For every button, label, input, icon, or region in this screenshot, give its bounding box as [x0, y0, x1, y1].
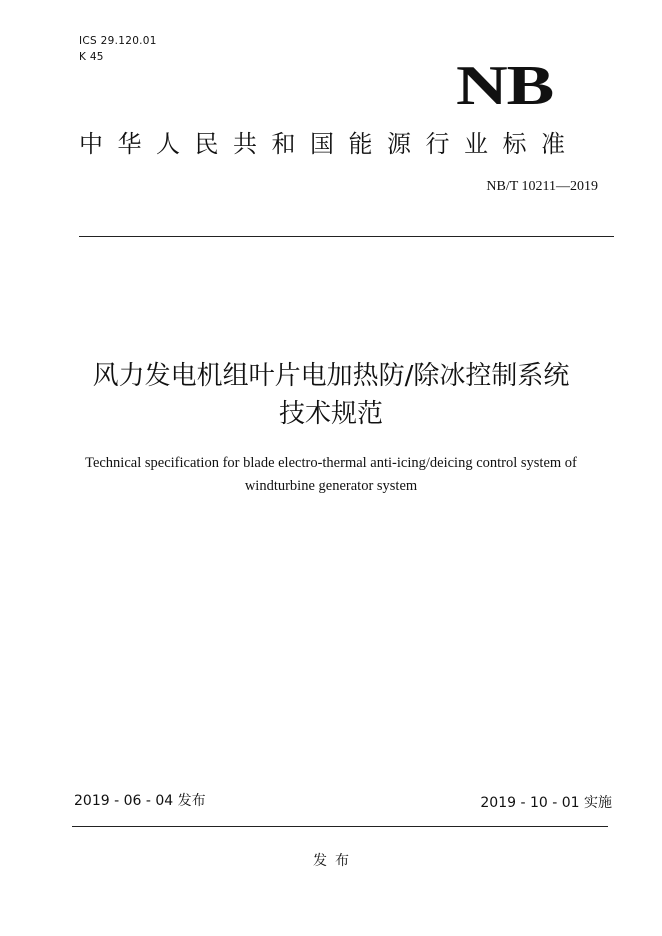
- ics-code: ICS 29.120.01: [79, 35, 157, 47]
- classification-codes: [79, 33, 157, 65]
- organization-title: 中华人民共和国能源行业标准: [79, 130, 580, 158]
- nb-logo: NB: [456, 55, 554, 117]
- footer-divider: [72, 826, 608, 827]
- chinese-title: [0, 357, 662, 433]
- implement-date: 2019 - 10 - 01 实施: [480, 795, 612, 811]
- publish-date: 2019 - 06 - 04 发布: [74, 793, 206, 809]
- header-divider: [79, 236, 614, 237]
- chinese-title-line-1: 风力发电机组叶片电加热防/除冰控制系统: [92, 361, 570, 391]
- ccs-code: K 45: [79, 51, 104, 63]
- standard-number: NB/T 10211—2019: [486, 179, 598, 194]
- english-title: [0, 452, 662, 498]
- issuer-label: 发布: [313, 853, 357, 869]
- chinese-title-line-2: 技术规范: [278, 399, 383, 429]
- english-title-line-1: Technical specification for blade electro-thermal anti-icing/deicing control system of: [85, 455, 577, 471]
- english-title-line-2: windturbine generator system: [244, 478, 418, 494]
